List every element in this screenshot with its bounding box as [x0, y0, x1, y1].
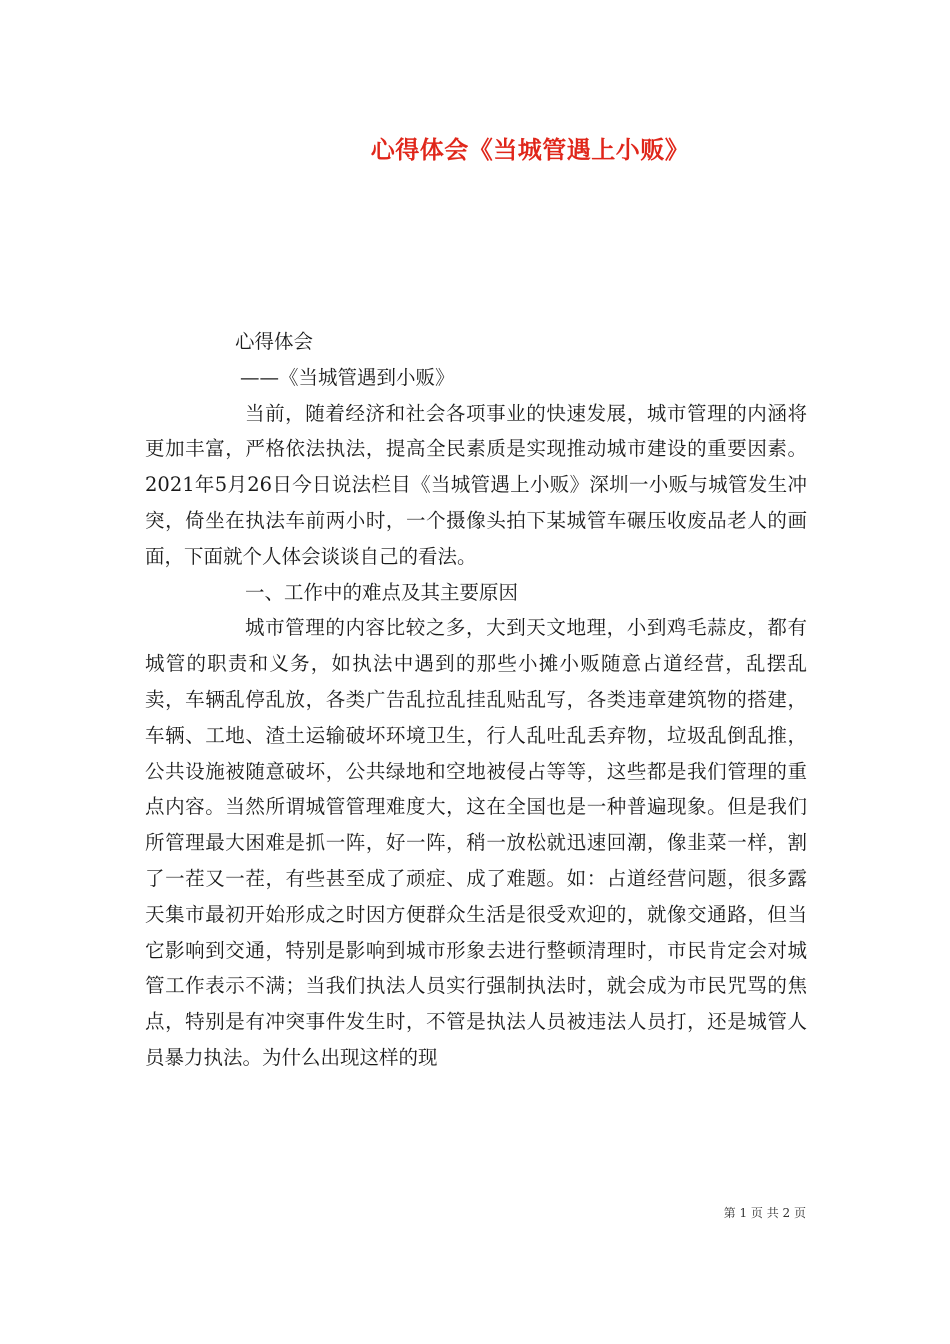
sub-heading-title: ——《当城管遇到小贩》: [240, 365, 455, 389]
sub-heading: 心得体会: [235, 330, 314, 353]
paragraph-difficulties: 城市管理的内容比较之多，大到天文地理，小到鸡毛蒜皮，都有城管的职责和义务，如执法中遇到的那些小摊小贩随意占道经营，乱摆乱卖，车辆乱停乱放，各类广告乱拉乱挂乱贴乱写，各类违章建筑物的搭建，车辆、工地、渣土运输破坏环境卫生，行人乱吐乱丢弃物，垃圾乱倒乱推，公共设施被随意破坏，公共绿地和空地被侵占等等，这些都是我们管理的重点内容。当然所谓城管管理难度大，这在全国也是一种普遍现象。但是我们所管理最大困难是抓一阵，好一阵，稍一放松就迅速回潮，像韭菜一样，割了一茬又一茬，有些甚至成了顽症、成了难题。如：占道经营问题，很多露天集市最初开始形成之时因方便群众生活是很受欢迎的，就像交通路，但当它影响到交通，特别是影响到城市形象去进行整顿清理时，市民肯定会对城管工作表示不满；当我们执法人员实行强制执法时，就会成为市民咒骂的焦点，特别是有冲突事件发生时，不管是执法人员被违法人员打，还是城管人员暴力执法。为什么出现这样的现: [145, 616, 807, 1069]
section-heading: 一、工作中的难点及其主要原因: [245, 580, 519, 604]
document-body: [145, 324, 807, 1076]
page-number: 第 1 页 共 2 页: [723, 1206, 806, 1220]
paragraph-intro: 当前，随着经济和社会各项事业的快速发展，城市管理的内涵将更加丰富，严格依法执法，提高全民素质是实现推动城市建设的重要因素。2021年5月26日今日说法栏目《当城管遇上小贩》深圳一小贩与城管发生冲突，倚坐在执法车前两小时，一个摄像头拍下某城管车碾压收废品老人的画面，下面就个人体会谈谈自己的看法。: [145, 401, 807, 568]
document-title: 心得体会《当城管遇上小贩》: [370, 135, 690, 164]
